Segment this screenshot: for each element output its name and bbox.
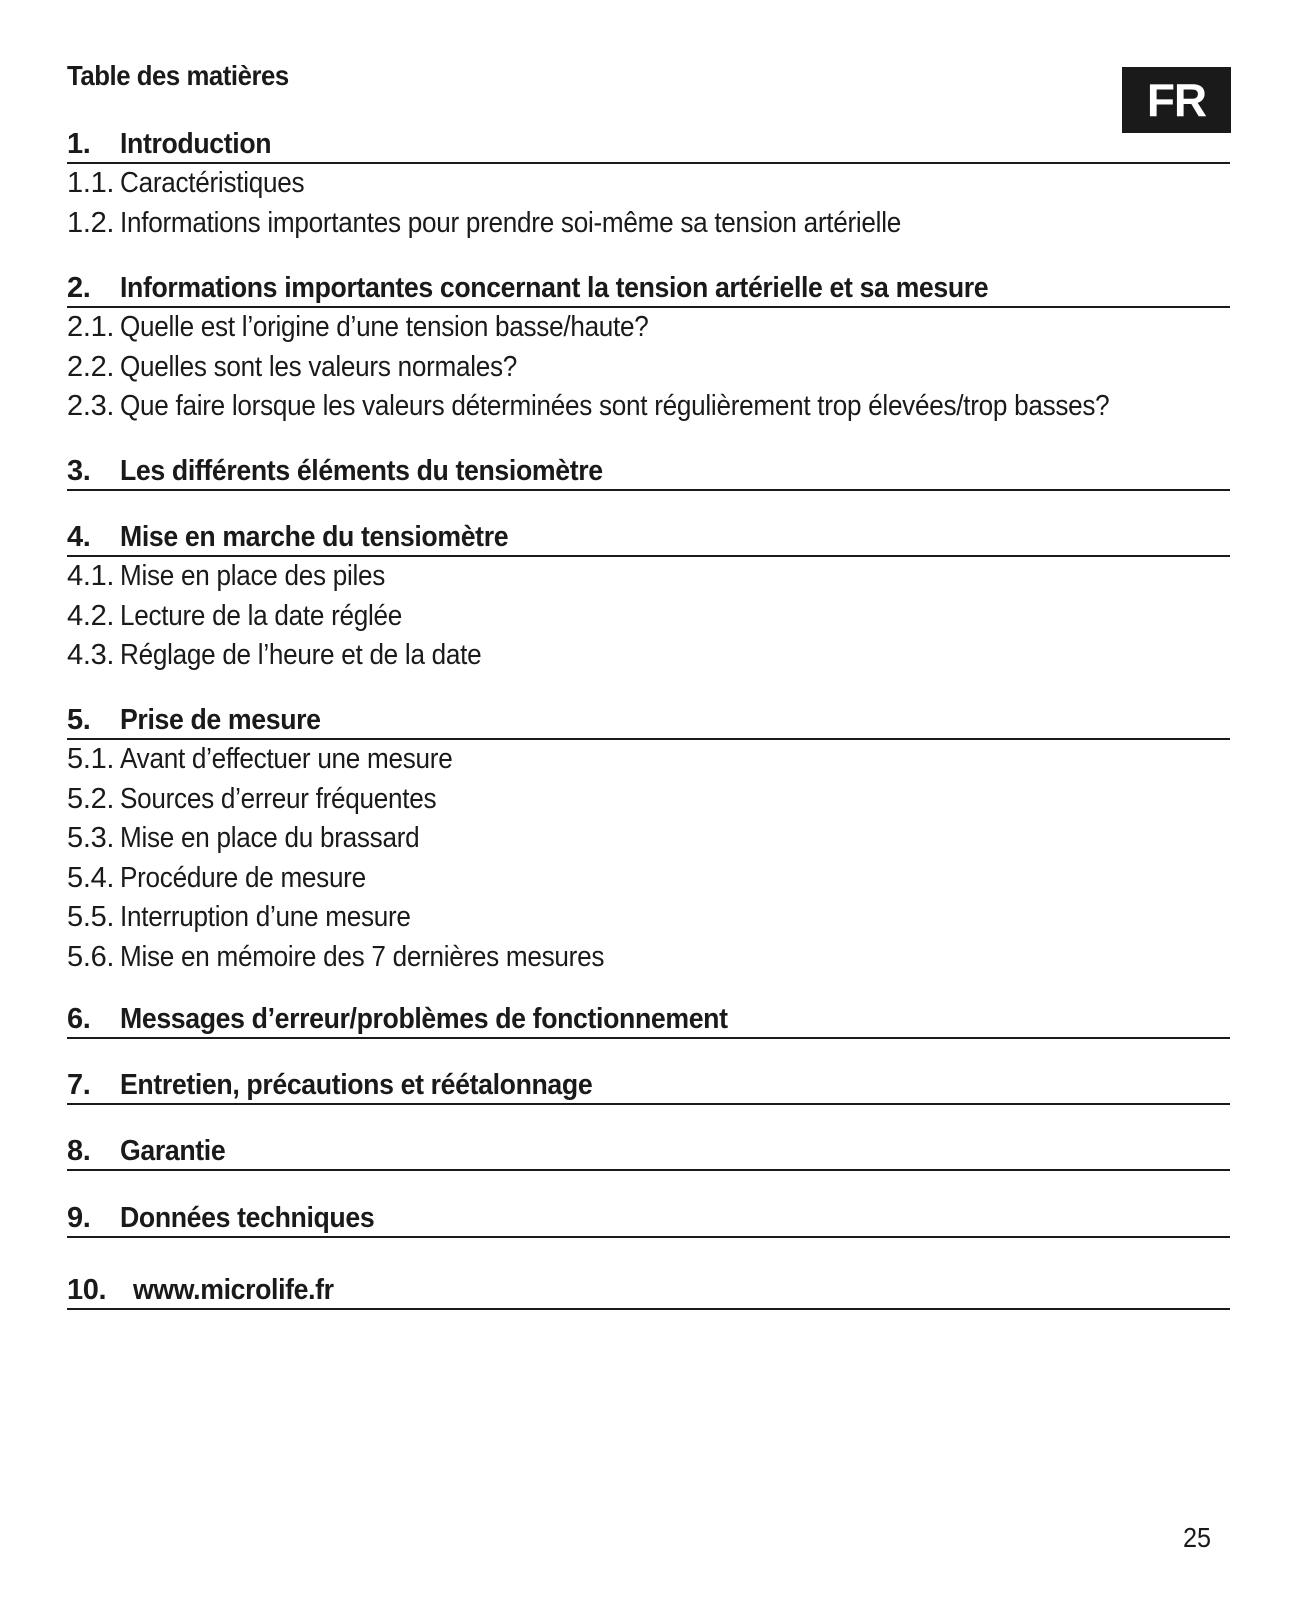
toc-subentry: [67, 740, 1230, 780]
toc-section-10: [67, 1273, 1230, 1310]
section-title: Les différents éléments du tensiomètre: [120, 455, 603, 487]
toc-section-1: [67, 127, 1230, 243]
subentry-title: Réglage de l’heure et de la date: [120, 639, 482, 671]
toc-subentry: [67, 819, 1230, 859]
toc-section-7: [67, 1068, 1230, 1105]
toc-subentry: [67, 938, 1230, 978]
website-link[interactable]: www.microlife.fr: [133, 1274, 334, 1306]
toc-section-6: [67, 1002, 1230, 1039]
section-title: Messages d’erreur/problèmes de fonctionnement: [120, 1003, 728, 1035]
section-title: Mise en marche du tensiomètre: [120, 521, 509, 553]
section-heading: [67, 127, 1230, 164]
subentry-title: Mise en mémoire des 7 dernières mesures: [120, 940, 605, 973]
toc-subentry: [67, 859, 1230, 899]
toc-section-9: [67, 1201, 1230, 1238]
toc-subentry: [67, 636, 1230, 676]
subentry-number: 5.4.: [67, 861, 115, 894]
toc-subentry: [67, 557, 1230, 597]
subentry-title: Caractéristiques: [120, 167, 305, 199]
subentry-number: 5.2.: [67, 782, 115, 815]
subentry-title: Sources d’erreur fréquentes: [120, 782, 437, 815]
section-number: 3.: [67, 455, 91, 487]
toc-section-4: [67, 520, 1230, 676]
section-heading: [67, 271, 1230, 308]
subentry-number: 4.1.: [67, 560, 115, 592]
subentry-number: 4.3.: [67, 639, 115, 671]
section-title: Garantie: [120, 1135, 226, 1167]
language-badge: FR: [1122, 67, 1231, 133]
subentry-title: Interruption d’une mesure: [120, 901, 411, 933]
section-number: 8.: [67, 1135, 91, 1167]
subentry-number: 2.2.: [67, 350, 115, 383]
subentry-title: Mise en place du brassard: [120, 822, 420, 854]
section-title: Entretien, précautions et réétalonnage: [120, 1069, 593, 1101]
toc-subentry: [67, 164, 1230, 204]
toc-section-2: [67, 271, 1230, 427]
subentry-number: 5.5.: [67, 901, 115, 933]
subentry-number: 5.3.: [67, 822, 115, 854]
section-heading: [67, 1273, 1230, 1310]
toc-subentry: [67, 898, 1230, 938]
section-number: 2.: [67, 272, 91, 304]
section-title: Données techniques: [120, 1202, 375, 1234]
section-heading: [67, 1068, 1230, 1105]
subentry-number: 2.1.: [67, 311, 115, 343]
subentry-number: 2.3.: [67, 390, 115, 422]
page-number: 25: [1183, 1522, 1212, 1553]
toc-section-3: [67, 454, 1230, 491]
subentry-title: Lecture de la date réglée: [120, 599, 403, 632]
section-number: 5.: [67, 704, 91, 736]
section-heading: [67, 1134, 1230, 1171]
subentry-title: Quelle est l’origine d’une tension basse/haute?: [120, 311, 649, 343]
toc-subentry: [67, 204, 1230, 244]
subentry-title: Procédure de mesure: [120, 861, 366, 894]
section-heading: [67, 520, 1230, 557]
toc-subentry: [67, 780, 1230, 820]
toc-subentry: [67, 597, 1230, 637]
subentry-title: Quelles sont les valeurs normales?: [120, 350, 518, 383]
section-number: 1.: [67, 128, 91, 160]
section-heading: [67, 1201, 1230, 1238]
section-number: 4.: [67, 521, 91, 553]
subentry-title: Mise en place des piles: [120, 560, 386, 592]
subentry-title: Que faire lorsque les valeurs déterminées sont régulièrement trop élevées/trop basses?: [120, 390, 1110, 422]
toc-section-5: [67, 703, 1230, 977]
page-title: Table des matières: [67, 60, 289, 91]
section-heading: [67, 1002, 1230, 1039]
section-title: Prise de mesure: [120, 704, 321, 736]
toc-subentry: [67, 348, 1230, 388]
section-number: 7.: [67, 1069, 91, 1101]
subentry-title: Informations importantes pour prendre soi-même sa tension artérielle: [120, 206, 901, 239]
section-number: 10.: [67, 1274, 107, 1306]
toc-subentry: [67, 308, 1230, 348]
subentry-number: 1.2.: [67, 206, 115, 239]
section-title: Informations importantes concernant la tension artérielle et sa mesure: [120, 272, 989, 304]
section-title: Introduction: [120, 128, 272, 160]
section-heading: [67, 454, 1230, 491]
toc-subentry: [67, 387, 1230, 427]
section-number: 9.: [67, 1202, 91, 1234]
subentry-number: 4.2.: [67, 599, 115, 632]
subentry-number: 5.1.: [67, 743, 115, 775]
subentry-title: Avant d’effectuer une mesure: [120, 743, 453, 775]
section-number: 6.: [67, 1003, 91, 1035]
subentry-number: 1.1.: [67, 167, 115, 199]
section-heading: [67, 703, 1230, 740]
toc-section-8: [67, 1134, 1230, 1171]
subentry-number: 5.6.: [67, 940, 115, 973]
